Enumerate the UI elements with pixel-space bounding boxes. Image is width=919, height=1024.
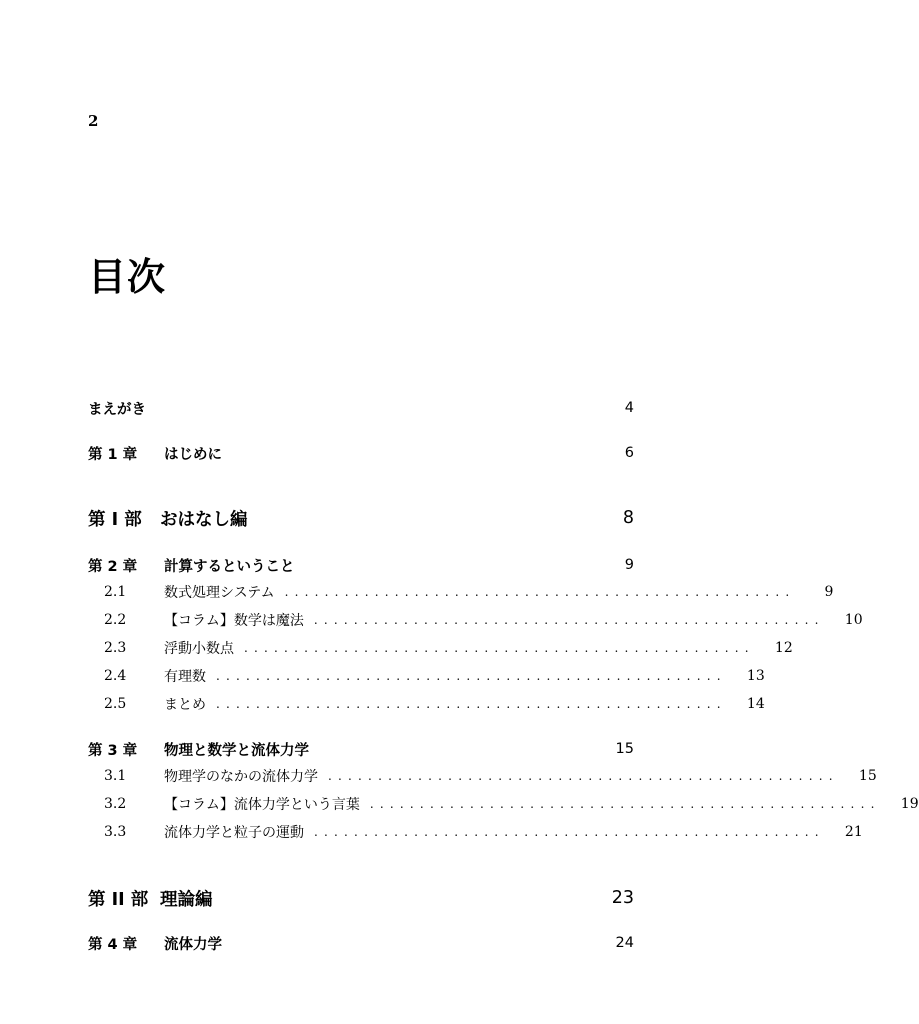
toc-entry-page: 9 bbox=[824, 584, 834, 600]
toc-part-number: 第 I 部 bbox=[88, 509, 142, 530]
toc-entry-page: 13 bbox=[746, 668, 765, 684]
toc-section-number: 2.2 bbox=[104, 612, 127, 628]
toc-entry-page: 15 bbox=[858, 768, 877, 784]
toc-chapter-title: はじめに bbox=[164, 446, 222, 463]
toc-section-3-3[interactable] bbox=[88, 820, 863, 844]
toc-entry-preface[interactable] bbox=[88, 396, 634, 420]
toc-section-title: 数式処理システム bbox=[164, 585, 275, 601]
toc-section-title: 浮動小数点 bbox=[164, 641, 234, 657]
toc-leader-dots: ................................................... bbox=[244, 641, 755, 655]
toc-section-2-2[interactable] bbox=[88, 608, 863, 632]
toc-entry-page: 8 bbox=[622, 508, 634, 528]
toc-section-2-1[interactable] bbox=[88, 580, 834, 604]
toc-chapter-title: 流体力学 bbox=[164, 936, 222, 953]
toc-section-number: 3.3 bbox=[104, 824, 127, 840]
toc-part-number: 第 II 部 bbox=[88, 889, 149, 910]
toc-section-3-1[interactable] bbox=[88, 764, 877, 788]
toc-section-title: まとめ bbox=[164, 697, 206, 713]
toc-leader-dots: ................................................... bbox=[369, 797, 881, 811]
toc-section-title: 物理学のなかの流体力学 bbox=[164, 769, 318, 785]
toc-chapter-3[interactable] bbox=[88, 737, 634, 761]
toc-entry-title: まえがき bbox=[88, 401, 146, 418]
toc-section-title: 流体力学と粒子の運動 bbox=[164, 825, 304, 841]
page-number: 2 bbox=[88, 112, 99, 130]
toc-section-2-3[interactable] bbox=[88, 636, 793, 660]
toc-leader-dots: ................................................... bbox=[216, 697, 727, 711]
toc-leader-dots: ................................................... bbox=[328, 769, 839, 783]
toc-leader-dots: ................................................... bbox=[314, 825, 825, 839]
toc-part-2[interactable] bbox=[88, 886, 634, 910]
toc-part-title: おはなし編 bbox=[160, 509, 248, 530]
toc-part-1[interactable] bbox=[88, 506, 634, 530]
toc-chapter-2[interactable] bbox=[88, 553, 634, 577]
toc-entry-page: 4 bbox=[624, 400, 634, 416]
toc-chapter-4[interactable] bbox=[88, 931, 634, 955]
toc-entry-page: 21 bbox=[844, 824, 863, 840]
toc-title: 目次 bbox=[88, 255, 167, 299]
toc-section-number: 2.5 bbox=[104, 696, 127, 712]
toc-section-2-4[interactable] bbox=[88, 664, 765, 688]
toc-entry-page: 12 bbox=[774, 640, 793, 656]
toc-chapter-number: 第 4 章 bbox=[88, 936, 138, 953]
toc-chapter-number: 第 2 章 bbox=[88, 558, 138, 575]
toc-section-number: 2.1 bbox=[104, 584, 127, 600]
toc-leader-dots: ................................................... bbox=[216, 669, 727, 683]
toc-entry-page: 6 bbox=[624, 445, 634, 461]
toc-chapter-title: 物理と数学と流体力学 bbox=[164, 742, 309, 759]
toc-entry-page: 15 bbox=[615, 741, 634, 757]
toc-entry-page: 19 bbox=[900, 796, 919, 812]
toc-part-title: 理論編 bbox=[160, 889, 213, 910]
toc-chapter-number: 第 1 章 bbox=[88, 446, 138, 463]
toc-entry-page: 24 bbox=[615, 935, 634, 951]
toc-section-title: 有理数 bbox=[164, 669, 206, 685]
toc-section-title: 【コラム】数学は魔法 bbox=[164, 613, 304, 629]
toc-chapter-number: 第 3 章 bbox=[88, 742, 138, 759]
toc-leader-dots: ................................................... bbox=[313, 613, 825, 627]
toc-section-number: 2.3 bbox=[104, 640, 127, 656]
toc-section-2-5[interactable] bbox=[88, 692, 765, 716]
toc-section-number: 3.1 bbox=[104, 768, 127, 784]
toc-chapter-1[interactable] bbox=[88, 441, 634, 465]
toc-section-number: 2.4 bbox=[104, 668, 127, 684]
toc-chapter-title: 計算するということ bbox=[164, 558, 295, 575]
toc-section-3-2[interactable] bbox=[88, 792, 919, 816]
toc-leader-dots: ................................................... bbox=[284, 585, 796, 599]
toc-entry-page: 23 bbox=[611, 888, 634, 908]
toc-section-title: 【コラム】流体力学という言葉 bbox=[164, 797, 360, 813]
toc-section-number: 3.2 bbox=[104, 796, 127, 812]
toc-entry-page: 14 bbox=[746, 696, 765, 712]
toc-entry-page: 10 bbox=[844, 612, 863, 628]
toc-entry-page: 9 bbox=[624, 557, 634, 573]
